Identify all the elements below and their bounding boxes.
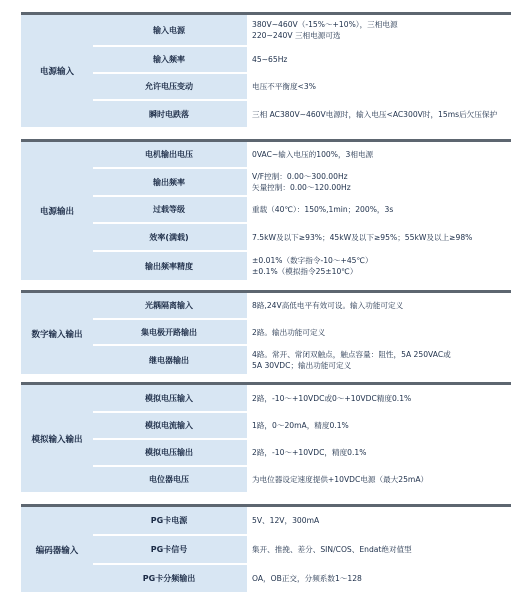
spec-label: 输入电源 bbox=[93, 15, 245, 45]
spec-value bbox=[247, 224, 511, 250]
spec-value-line: 2路，-10～+10VDC或0～+10VDC精度0.1% bbox=[252, 393, 412, 403]
spec-label: 过载等级 bbox=[93, 197, 245, 222]
spec-value-line: 220~240V 三相电源可选 bbox=[252, 31, 341, 40]
section-analog-io bbox=[21, 382, 511, 492]
spec-value bbox=[247, 440, 511, 465]
spec-value bbox=[247, 413, 511, 438]
category-label: 数字输入输出 bbox=[31, 329, 83, 340]
spec-value bbox=[247, 293, 511, 318]
category-label: 电源输入 bbox=[39, 67, 74, 77]
spec-value-line: 矢量控制：0.00～120.00Hz bbox=[252, 183, 351, 192]
spec-value-line: 5A 30VDC；输出功能可定义 bbox=[252, 361, 352, 370]
spec-value-line: ±0.1%（模拟指令25±10℃） bbox=[252, 267, 358, 276]
spec-row bbox=[93, 467, 511, 492]
spec-value-line: 电压不平衡度<3% bbox=[252, 82, 316, 91]
spec-label: 电位器电压 bbox=[93, 467, 245, 492]
spec-label: 效率(满载) bbox=[93, 224, 245, 250]
spec-value bbox=[247, 385, 511, 411]
spec-label: 继电器输出 bbox=[93, 346, 245, 374]
spec-value bbox=[247, 15, 511, 45]
spec-row bbox=[93, 142, 511, 167]
spec-value bbox=[247, 47, 511, 72]
spec-label: 输入频率 bbox=[93, 47, 245, 72]
spec-value bbox=[247, 467, 511, 492]
spec-label: 输出频率精度 bbox=[93, 252, 245, 280]
spec-row bbox=[93, 320, 511, 344]
spec-row bbox=[93, 536, 511, 563]
spec-value bbox=[247, 197, 511, 222]
section-power-output bbox=[21, 139, 511, 280]
spec-row bbox=[93, 293, 511, 318]
spec-value-line: 8路,24V高低电平有效可设。输入功能可定义 bbox=[252, 301, 404, 310]
spec-label: 电机输出电压 bbox=[93, 142, 245, 167]
spec-value bbox=[247, 536, 511, 563]
spec-value-line: ±0.01%（数字指令-10～+45℃） bbox=[252, 256, 373, 265]
spec-value bbox=[247, 507, 511, 534]
spec-label: PG卡信号 bbox=[93, 536, 245, 563]
spec-value-line: 2路，-10～+10VDC，精度0.1% bbox=[252, 448, 367, 457]
spec-value-line: V/F控制：0.00～300.00Hz bbox=[252, 172, 348, 181]
spec-row bbox=[93, 385, 511, 411]
spec-label: 模拟电流输入 bbox=[93, 413, 245, 438]
section-digital-io bbox=[21, 290, 511, 374]
spec-row bbox=[93, 507, 511, 534]
spec-value-line: 1路，0～20mA，精度0.1% bbox=[252, 421, 349, 430]
spec-value bbox=[247, 565, 511, 592]
spec-value-line: 0VAC~输入电压的100%，3相电源 bbox=[252, 150, 374, 159]
spec-label: 光耦隔离输入 bbox=[93, 293, 245, 318]
spec-value-line: OA，OB正交，分频系数1～128 bbox=[252, 574, 362, 583]
spec-row bbox=[93, 224, 511, 250]
spec-value-line: 为电位器设定速度提供+10VDC电源（最大25mA） bbox=[252, 475, 429, 484]
spec-value-line: 5V、12V，300mA bbox=[252, 516, 320, 525]
spec-row bbox=[93, 101, 511, 127]
section-power-input bbox=[21, 12, 511, 127]
spec-row bbox=[93, 252, 511, 280]
spec-value bbox=[247, 169, 511, 195]
spec-row bbox=[93, 440, 511, 465]
spec-value-line: 4路。常开、常闭双触点，触点容量：阻性，5A 250VAC或 bbox=[252, 350, 451, 359]
spec-row bbox=[93, 346, 511, 374]
spec-row bbox=[93, 169, 511, 195]
spec-value-line: 45~65Hz bbox=[252, 55, 288, 64]
spec-label: 集电极开路输出 bbox=[93, 320, 245, 344]
spec-label: 模拟电压输入 bbox=[93, 385, 245, 411]
spec-value-line: 集开、推挽、差分、SIN/COS、Endat绝对值型 bbox=[252, 545, 412, 554]
spec-value bbox=[247, 142, 511, 167]
spec-value bbox=[247, 101, 511, 127]
spec-label: PG卡电源 bbox=[93, 507, 245, 534]
spec-value bbox=[247, 346, 511, 374]
spec-value-line: 2路。输出功能可定义 bbox=[252, 327, 326, 337]
spec-label: 允许电压变动 bbox=[93, 74, 245, 99]
spec-label: PG卡分频输出 bbox=[93, 565, 245, 592]
section-encoder-input bbox=[21, 504, 511, 592]
spec-row bbox=[93, 47, 511, 72]
spec-row bbox=[93, 74, 511, 99]
spec-value bbox=[247, 320, 511, 344]
spec-value-line: 重载（40℃）：150%,1min；200%，3s bbox=[252, 205, 394, 214]
spec-value-line: 三相 AC380V~460V电源时，输入电压<AC300V时，15ms后欠压保护 bbox=[252, 109, 498, 119]
spec-row bbox=[93, 565, 511, 592]
spec-row bbox=[93, 15, 511, 45]
category-label: 电源输出 bbox=[39, 207, 74, 217]
category-label: 模拟输入输出 bbox=[31, 434, 83, 445]
spec-label: 模拟电压输出 bbox=[93, 440, 245, 465]
category-label: 编码器输入 bbox=[35, 545, 79, 556]
spec-value-line: 380V~460V（-15%～+10%），三相电源 bbox=[252, 20, 398, 29]
spec-value bbox=[247, 252, 511, 280]
spec-value-line: 7.5kW及以下≥93%；45kW及以下≥95%；55kW及以上≥98% bbox=[252, 232, 473, 242]
spec-value bbox=[247, 74, 511, 99]
spec-label: 瞬时电跌落 bbox=[93, 101, 245, 127]
spec-row bbox=[93, 413, 511, 438]
spec-row bbox=[93, 197, 511, 222]
spec-label: 输出频率 bbox=[93, 169, 245, 195]
